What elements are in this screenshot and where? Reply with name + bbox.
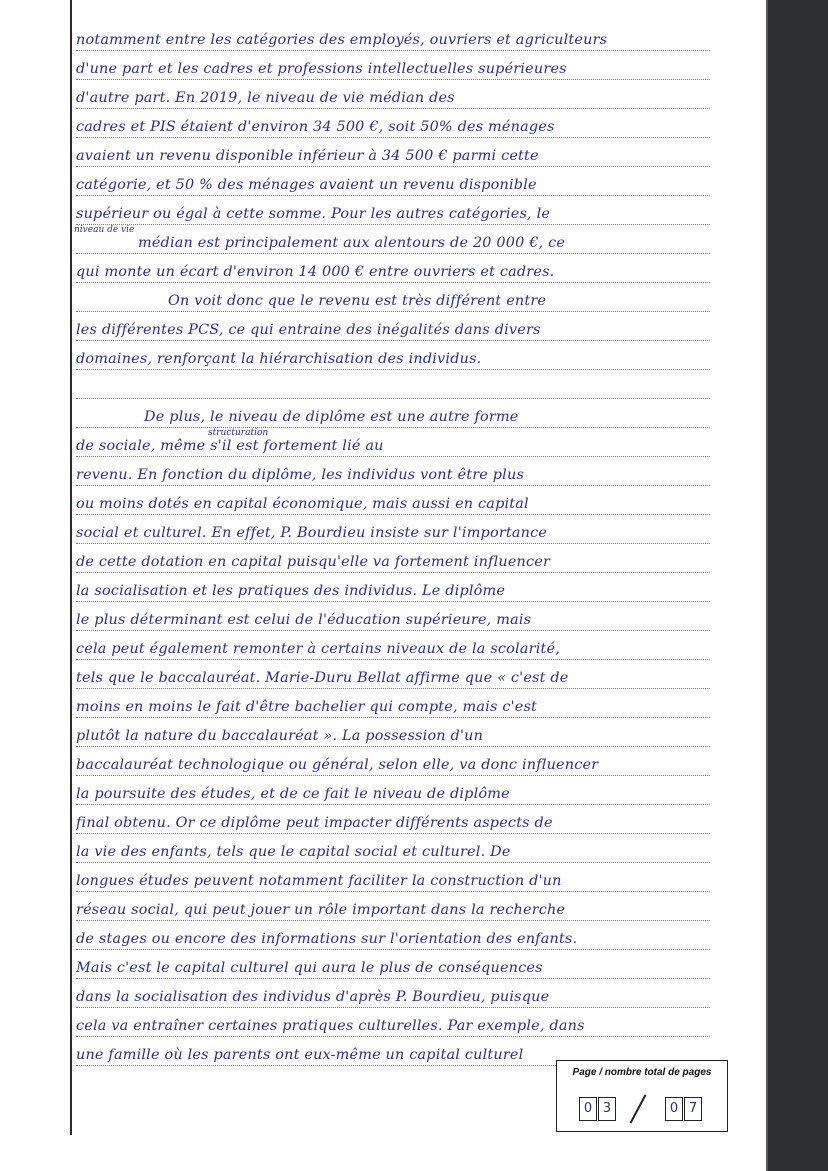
text-line: De plus, le niveau de diplôme est une autre forme xyxy=(76,407,710,428)
text-line: domaines, renforçant la hiérarchisation des individus. xyxy=(76,349,710,370)
text-line: revenu. En fonction du diplôme, les individus vont être plus xyxy=(76,465,710,486)
total-digit: 7 xyxy=(684,1097,702,1121)
text-line: ou moins dotés en capital économique, mais aussi en capital xyxy=(76,494,710,515)
text-line: cadres et PIS étaient d'environ 34 500 €, soit 50% des ménages xyxy=(76,117,710,138)
page-slash xyxy=(630,1094,647,1123)
text-line: de sociale, même s'il est fortement lié au xyxy=(76,436,710,457)
viewer-edge xyxy=(766,0,768,1171)
margin-line xyxy=(70,0,72,1135)
text-line: supérieur ou égal à cette somme. Pour les autres catégories, le xyxy=(76,204,710,225)
viewer-side-bar xyxy=(766,0,828,1171)
text-line: la vie des enfants, tels que le capital social et culturel. De xyxy=(76,842,710,863)
page-digit: 3 xyxy=(598,1097,616,1121)
text-line: notamment entre les catégories des employés, ouvriers et agriculteurs xyxy=(76,30,710,51)
text-line: d'autre part. En 2019, le niveau de vie médian des xyxy=(76,88,710,109)
blank-line xyxy=(76,378,710,399)
text-line: final obtenu. Or ce diplôme peut impacter différents aspects de xyxy=(76,813,710,834)
text-line: de cette dotation en capital puisqu'elle va fortement influencer xyxy=(76,552,710,573)
text-line: le plus déterminant est celui de l'éducation supérieure, mais xyxy=(76,610,710,631)
page-digit: 0 xyxy=(579,1097,597,1121)
text-line: réseau social, qui peut jouer un rôle important dans la recherche xyxy=(76,900,710,921)
text-line: médian est principalement aux alentours de 20 000 €, ce xyxy=(76,233,710,254)
page-number-label: Page / nombre total de pages xyxy=(572,1067,712,1078)
text-line: qui monte un écart d'environ 14 000 € entre ouvriers et cadres. xyxy=(76,262,710,283)
text-line: baccalauréat technologique ou général, selon elle, va donc influencer xyxy=(76,755,710,776)
text-line: dans la socialisation des individus d'après P. Bourdieu, puisque xyxy=(76,987,710,1008)
inserted-word: structuration xyxy=(208,428,269,438)
text-line: catégorie, et 50 % des ménages avaient un revenu disponible xyxy=(76,175,710,196)
text-line: tels que le baccalauréat. Marie-Duru Bellat affirme que « c'est de xyxy=(76,668,710,689)
text-line: cela va entraîner certaines pratiques culturelles. Par exemple, dans xyxy=(76,1016,710,1037)
text-line: plutôt la nature du baccalauréat ». La possession d'un xyxy=(76,726,710,747)
page-number-box xyxy=(556,1060,728,1132)
total-digit: 0 xyxy=(665,1097,683,1121)
text-line: Mais c'est le capital culturel qui aura le plus de conséquences xyxy=(76,958,710,979)
text-line: d'une part et les cadres et professions intellectuelles supérieures xyxy=(76,59,710,80)
text-line: avaient un revenu disponible inférieur à 34 500 € parmi cette xyxy=(76,146,710,167)
text-line: social et culturel. En effet, P. Bourdieu insiste sur l'importance xyxy=(76,523,710,544)
text-line: la poursuite des études, et de ce fait le niveau de diplôme xyxy=(76,784,710,805)
inserted-word: niveau de vie xyxy=(74,225,135,235)
text-line: longues études peuvent notamment faciliter la construction d'un xyxy=(76,871,710,892)
text-line: la socialisation et les pratiques des individus. Le diplôme xyxy=(76,581,710,602)
text-line: une famille où les parents ont eux-même un capital culturel xyxy=(76,1045,710,1066)
text-line: cela peut également remonter à certains niveaux de la scolarité, xyxy=(76,639,710,660)
text-line: les différentes PCS, ce qui entraine des inégalités dans divers xyxy=(76,320,710,341)
text-line: de stages ou encore des informations sur l'orientation des enfants. xyxy=(76,929,710,950)
text-line: moins en moins le fait d'être bachelier qui compte, mais c'est xyxy=(76,697,710,718)
text-line: On voit donc que le revenu est très différent entre xyxy=(76,291,710,312)
